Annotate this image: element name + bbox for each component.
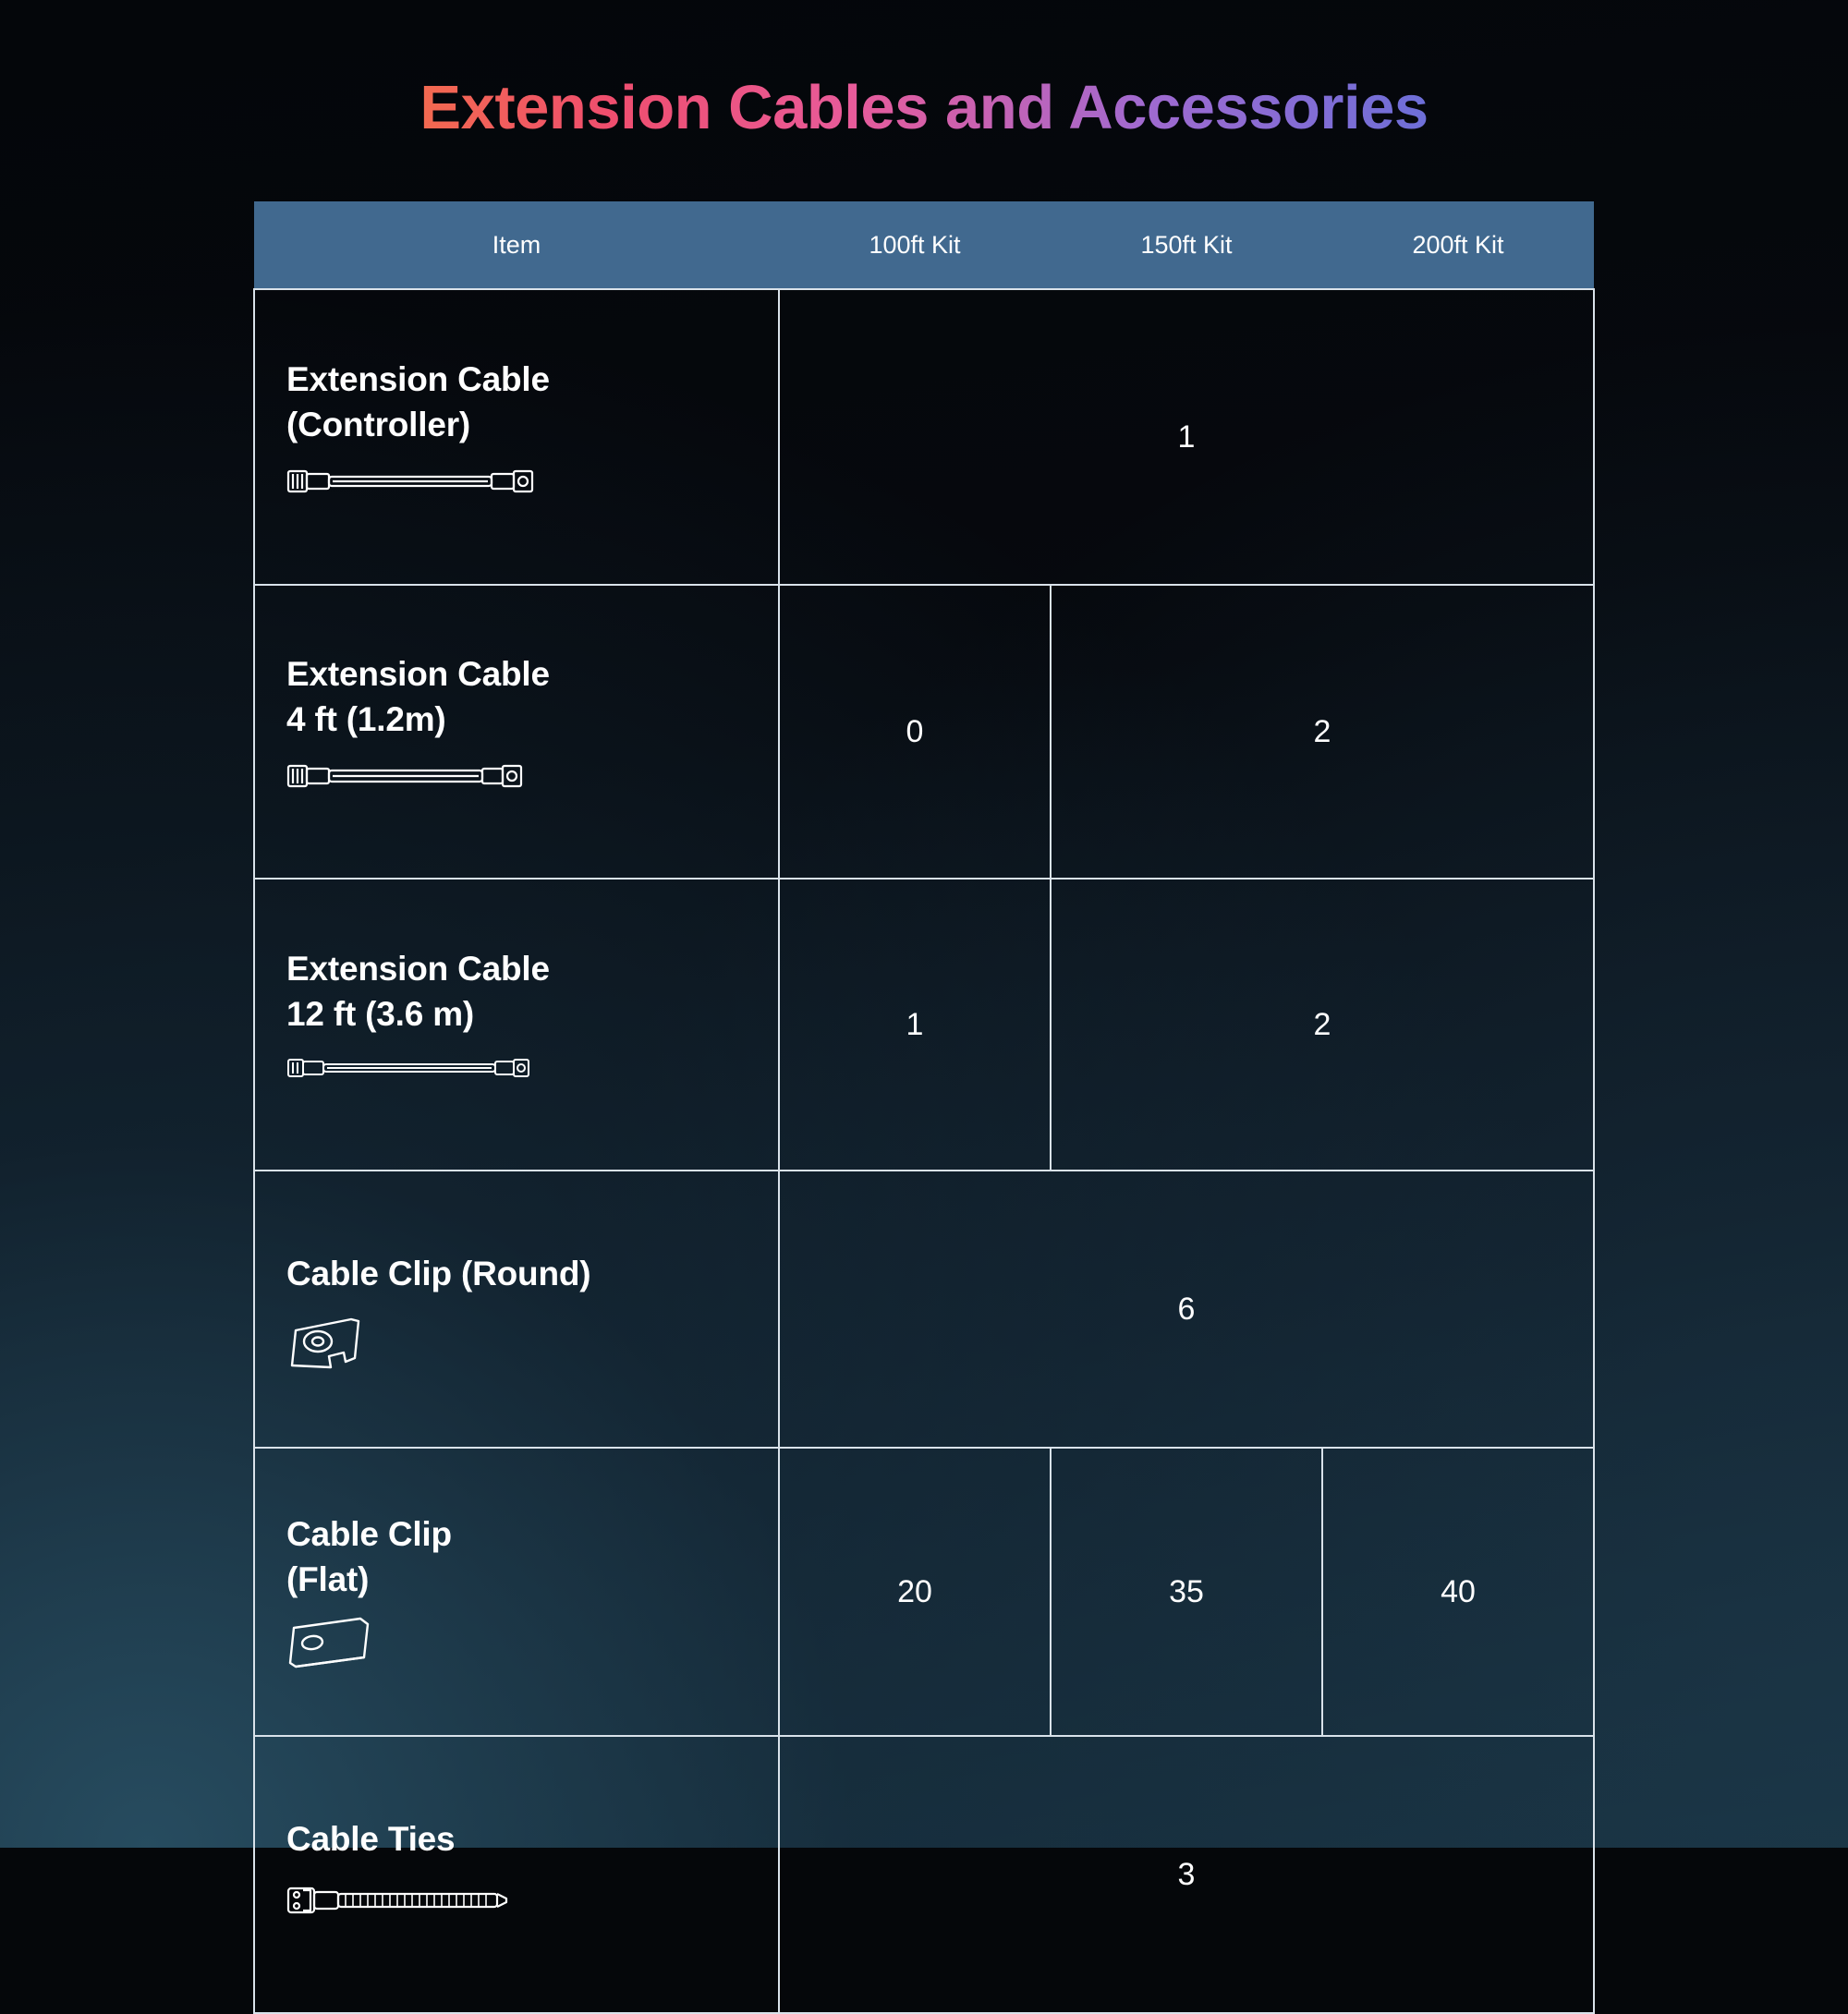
column-header-item: Item	[254, 201, 779, 289]
cable-connector-icon	[286, 1049, 754, 1103]
item-subtitle: (Flat)	[286, 1560, 370, 1598]
value-100ft: 1	[779, 879, 1051, 1171]
item-subtitle: 12 ft (3.6 m)	[286, 995, 475, 1033]
value-150-200ft: 2	[1051, 585, 1594, 879]
value-all-kits: 3	[779, 1736, 1594, 2013]
cable-connector-icon	[286, 460, 754, 517]
cable-connector-icon	[286, 755, 754, 812]
row-label-cell	[254, 585, 779, 879]
kit-contents-table	[253, 201, 1595, 2014]
item-name: Extension Cable	[286, 359, 550, 398]
item-name: Extension Cable	[286, 654, 550, 693]
table-row	[254, 1448, 1594, 1736]
item-name: Cable Ties	[286, 1820, 456, 1859]
value-100ft: 20	[779, 1448, 1051, 1736]
value-100ft: 0	[779, 585, 1051, 879]
table-row	[254, 1171, 1594, 1448]
cable-tie-icon	[286, 1875, 754, 1933]
row-label-cell	[254, 879, 779, 1171]
table-header	[254, 201, 1594, 289]
value-150-200ft: 2	[1051, 879, 1594, 1171]
column-header-150ft: 150ft Kit	[1051, 201, 1322, 289]
table-body	[254, 289, 1594, 2013]
column-header-200ft: 200ft Kit	[1322, 201, 1594, 289]
table-row	[254, 1736, 1594, 2013]
row-label-cell	[254, 289, 779, 585]
item-subtitle: (Controller)	[286, 406, 471, 443]
item-name: Cable Clip (Round)	[286, 1255, 591, 1293]
table-header-row	[254, 201, 1594, 289]
item-subtitle: 4 ft (1.2m)	[286, 700, 446, 738]
cable-clip-flat-icon	[286, 1615, 754, 1672]
item-name: Extension Cable	[286, 949, 550, 988]
table-row	[254, 585, 1594, 879]
row-label-cell	[254, 1171, 779, 1448]
value-all-kits: 1	[779, 289, 1594, 585]
item-name: Cable Clip	[286, 1514, 452, 1553]
value-all-kits: 6	[779, 1171, 1594, 1448]
value-150ft: 35	[1051, 1448, 1322, 1736]
table-row	[254, 879, 1594, 1171]
table-row	[254, 289, 1594, 585]
value-200ft: 40	[1322, 1448, 1594, 1736]
row-label-cell	[254, 1448, 779, 1736]
column-header-100ft: 100ft Kit	[779, 201, 1051, 289]
row-label-cell	[254, 1736, 779, 2013]
page-title: Extension Cables and Accessories	[0, 72, 1848, 143]
cable-clip-round-icon	[286, 1310, 754, 1367]
